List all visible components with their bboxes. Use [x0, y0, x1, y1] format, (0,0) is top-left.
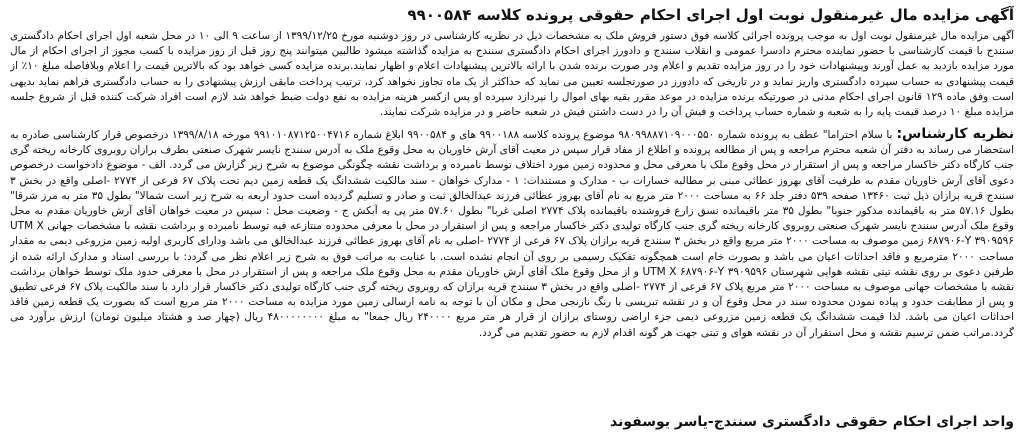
expert-opinion-paragraph	[10, 127, 1014, 402]
expert-opinion-text: با سلام احتراما" عطف به پرونده شماره ۹۸۰۹۹۸۸۷۱۰۹۰۰۰۵۵۰ موضوع پرونده کلاسه ۹۹۰۰۱۸۸ های و ۹۹۰۰۵۸۴ ابلاغ شماره ۹۹۱۰۱۰۸۷۱۲۵۰۰۴۷۱۶ مورخه ۱۳۹۹/۸/۱۸ درخصوص قرار کارشناسی صادره به استحضار می رساند به دفتر آن شعبه محترم مراجعه و پس از مطالعه پرونده و اطلاع از مفاد قرار سپس در معیت آقای آرش خاوریان به محل وقوع ملک به آدرس سنندج نایسر شهرک صنعتی بطرف برازان روبروی کارخانه ریخته گری جنب کارگاه دکتر خاکسار مراجعه و پس از استقرار در محل وقوع ملک با معرفی محل و محدوده زمین مورد اختلاف توسط نامبرده و برداشت نقشه چگونگی موضوع به شرح زیر گزارش می گردد. الف - موضوع دادخواست درخصوص دعوی آقای آرش خاوریان مقدم به طرفیت آقای بهروز عطائی مبنی بر مطالبه خسارات ب - مدارک و مستندات: ۱ - مدارک خواهان - سند مالکیت ششدانگ یک قطعه زمین دیم تحت پلاک ۶۷ فرعی از ۲۷۷۴ -اصلی واقع در بخش ۳ سنندج قریه برازان ذیل ثبت ۱۳۴۶۰ صفحه ۵۳۹ دفتر جلد ۶۶ به مساحت ۲۰۰۰ متر مربع به نام آقای بهروز عطائی فرزند عبدالخالق ثبت و صادر و تسلیم گردیده است حدود اربعه به شرح زیر است شمالا" بطول ۳۵ متر به مرز شرقا" بطول ۵۷.۱۶ متر به باقیمانده مذکور جنوبا" بطول ۳۵ متر باقیمانده نسق زارع فروشنده باقیمانده پلاک ۲۷۷۴ اصلی غربا" بطول ۵۷.۶۰ متر پی به آبکش ج - وضعیت محل : سپس در معیت خواهان آقای آرش خاوریان مقدم به محل وقوع ملک آدرس سنندج نایسر شهرک صنعتی روبروی کارخانه ریخته گری جنب کارگاه تولیدی دکتر خاکسار مراجعه و پس از استقرار در محل با معرفی محدوده منتازعه فیه توسط نامبرده و برداشت نقشه با مشخصات جهانی UTM X ۶۸۷۹۰۶-Y ۳۹۰۹۵۹۶ زمین موصوف به مساحت ۲۰۰۰ متر مربع واقع در بخش ۳ سنندج قریه برازان پلاک ۶۷ فرعی از ۲۷۷۴ -اصلی به نام آقای بهروز عطائی فرزند عبدالخالق می باشد ودارای کاربری اولیه زمین مزروعی دیمی به مقدار مساحت ۲۰۰۰ مترمربع و فاقد احداثات اعیان می باشد و بصورت خام است همچگونه تفکیک رسیمی بر روی آن انجام نشده است. با عنایت به مراتب فوق به شرح زیر اعلام نظر می گردد: با بررسی اسناد و مدارک ارائه شده از طرفین دعوی بر روی نقشه تیتی نقشه هوایی شهرستان UTM X ۶۸۷۹۰۶-Y ۳۹۰۹۵۹۶ و از محل وقوع ملک آقای آرش خاوریان مقدم به محل وقوع ملک مراجعه و پس از استقرار در محل با معرفی حدود ملک توسط خواهان برداشت نقشه با مشخصات جهانی موصوف به مساحت ۲۰۰۰ متر مربع پلاک ۶۷ فرعی از ۲۷۷۴ -اصلی واقع در بخش ۳ سنندج قریه برازان که روبروی ریخته گری جنب کارگاه تولیدی دکتر خاکسار قرار دارد با سند مالکیت پلاک ۶۷ فرعی تطبیق و پس از مطابقت حدود و پیاده نمودن محدوده سند در محل وقوع آن و در نقشه تبریسی با رنگ نارنجی محل و مکان آن با توجه به نامه ارسالی زمین مورد مزایده به مساحت ۲۰۰۰ متر مربع است که بصورت یک قطعه زمین فاقد احداثات اعیان می باشد. لذا قیمت ششدانگ یک قطعه زمین مزروعی دیمی جزء اراضی روستای برازان از قرار هر متر مربع ۲۴۰۰۰۰ ریال جمعا" به مبلغ ۴۸۰۰۰۰۰۰۰۰ ریال (چهار صد و هشتاد میلیون تومان) ارزش برآورد می گردد.مراتب ضمن ترسیم نقشه و محل استقرار آن در نقشه هوای و تبتی جهت هر گونه اقدام لازم به حضور تقدیم می گردد.	[10, 129, 1014, 339]
notice-title: آگهی مزایده مال غیرمنقول نوبت اول اجرای احکام حقوقی پرونده کلاسه ۹۹۰۰۵۸۴	[407, 6, 1014, 24]
expert-opinion-heading: نظریه کارشناس:	[896, 127, 1014, 142]
auction-intro-paragraph: آگهی مزایده مال غیرمنقول نوبت اول به موجب پرونده اجرائی کلاسه فوق دستور فروش ملک به مشخصات ذیل در نظریه کارشناسی در روز دوشنبه مورخ ۱۳۹۹/۱۲/۲۵ از ساعت ۹ الی ۱۰ در محل شعبه اول اجرای احکام دادگستری سنندج با قیمت کارشناسی با حضور نماینده محترم دادسرا عمومی و انقلاب سنندج و دادورز اجرای احکام دادگستری سنندج به مزایده گذاشته میشود طالبین میتوانند پنج روز قبل از روز مزایده با کسب مجوز از اجرای احکام از مال مورد مزایده بازدید به عمل آورند وپیشنهادات خود را در روز مزایده تقدیم و اعلام ودر صورت برنده شدن با ارائه بالاترین پیشنهادات اعلام و اظهار نمایند.برنده مزایده کسی خواهد بود که بالاترین قیمت را اعلام وبلافاصله مبلغ ۱۰٪ از قیمت پیشنهادی به حساب سپرده دادگستری واریز نماید و در تاریخی که دادورز در صورتجلسه تعیین می نماید که حداکثر از یک ماه تجاوز نخواهد کرد، ترتیب پرداخت مابقی ارزش پیشنهادی را به حساب دادگستری فراهم نماید بدیهی است وفق ماده ۱۲۹ قانون اجرای احکام مدنی در صورتیکه برنده مزایده در موعد مقرر بقیه بهای اموال را نپردازد سپرده او پس ازکسر هزینه مزایده به نفع دولت ضبط خواهد شد لازم است افراد شرکت کننده قبل از شروع جلسه مزایده مبلغ ۱۰ درصد قیمت پایه را به شعبه و شماره حساب پرداخت و فیش آن را در دست داشتن فیش در شعبه حاضر و در مزایده شرکت نمایند.	[10, 30, 1014, 119]
issuer-signature: واحد اجرای احکام حقوقی دادگستری سنندج-یاسر یوسفوند	[610, 414, 1014, 430]
